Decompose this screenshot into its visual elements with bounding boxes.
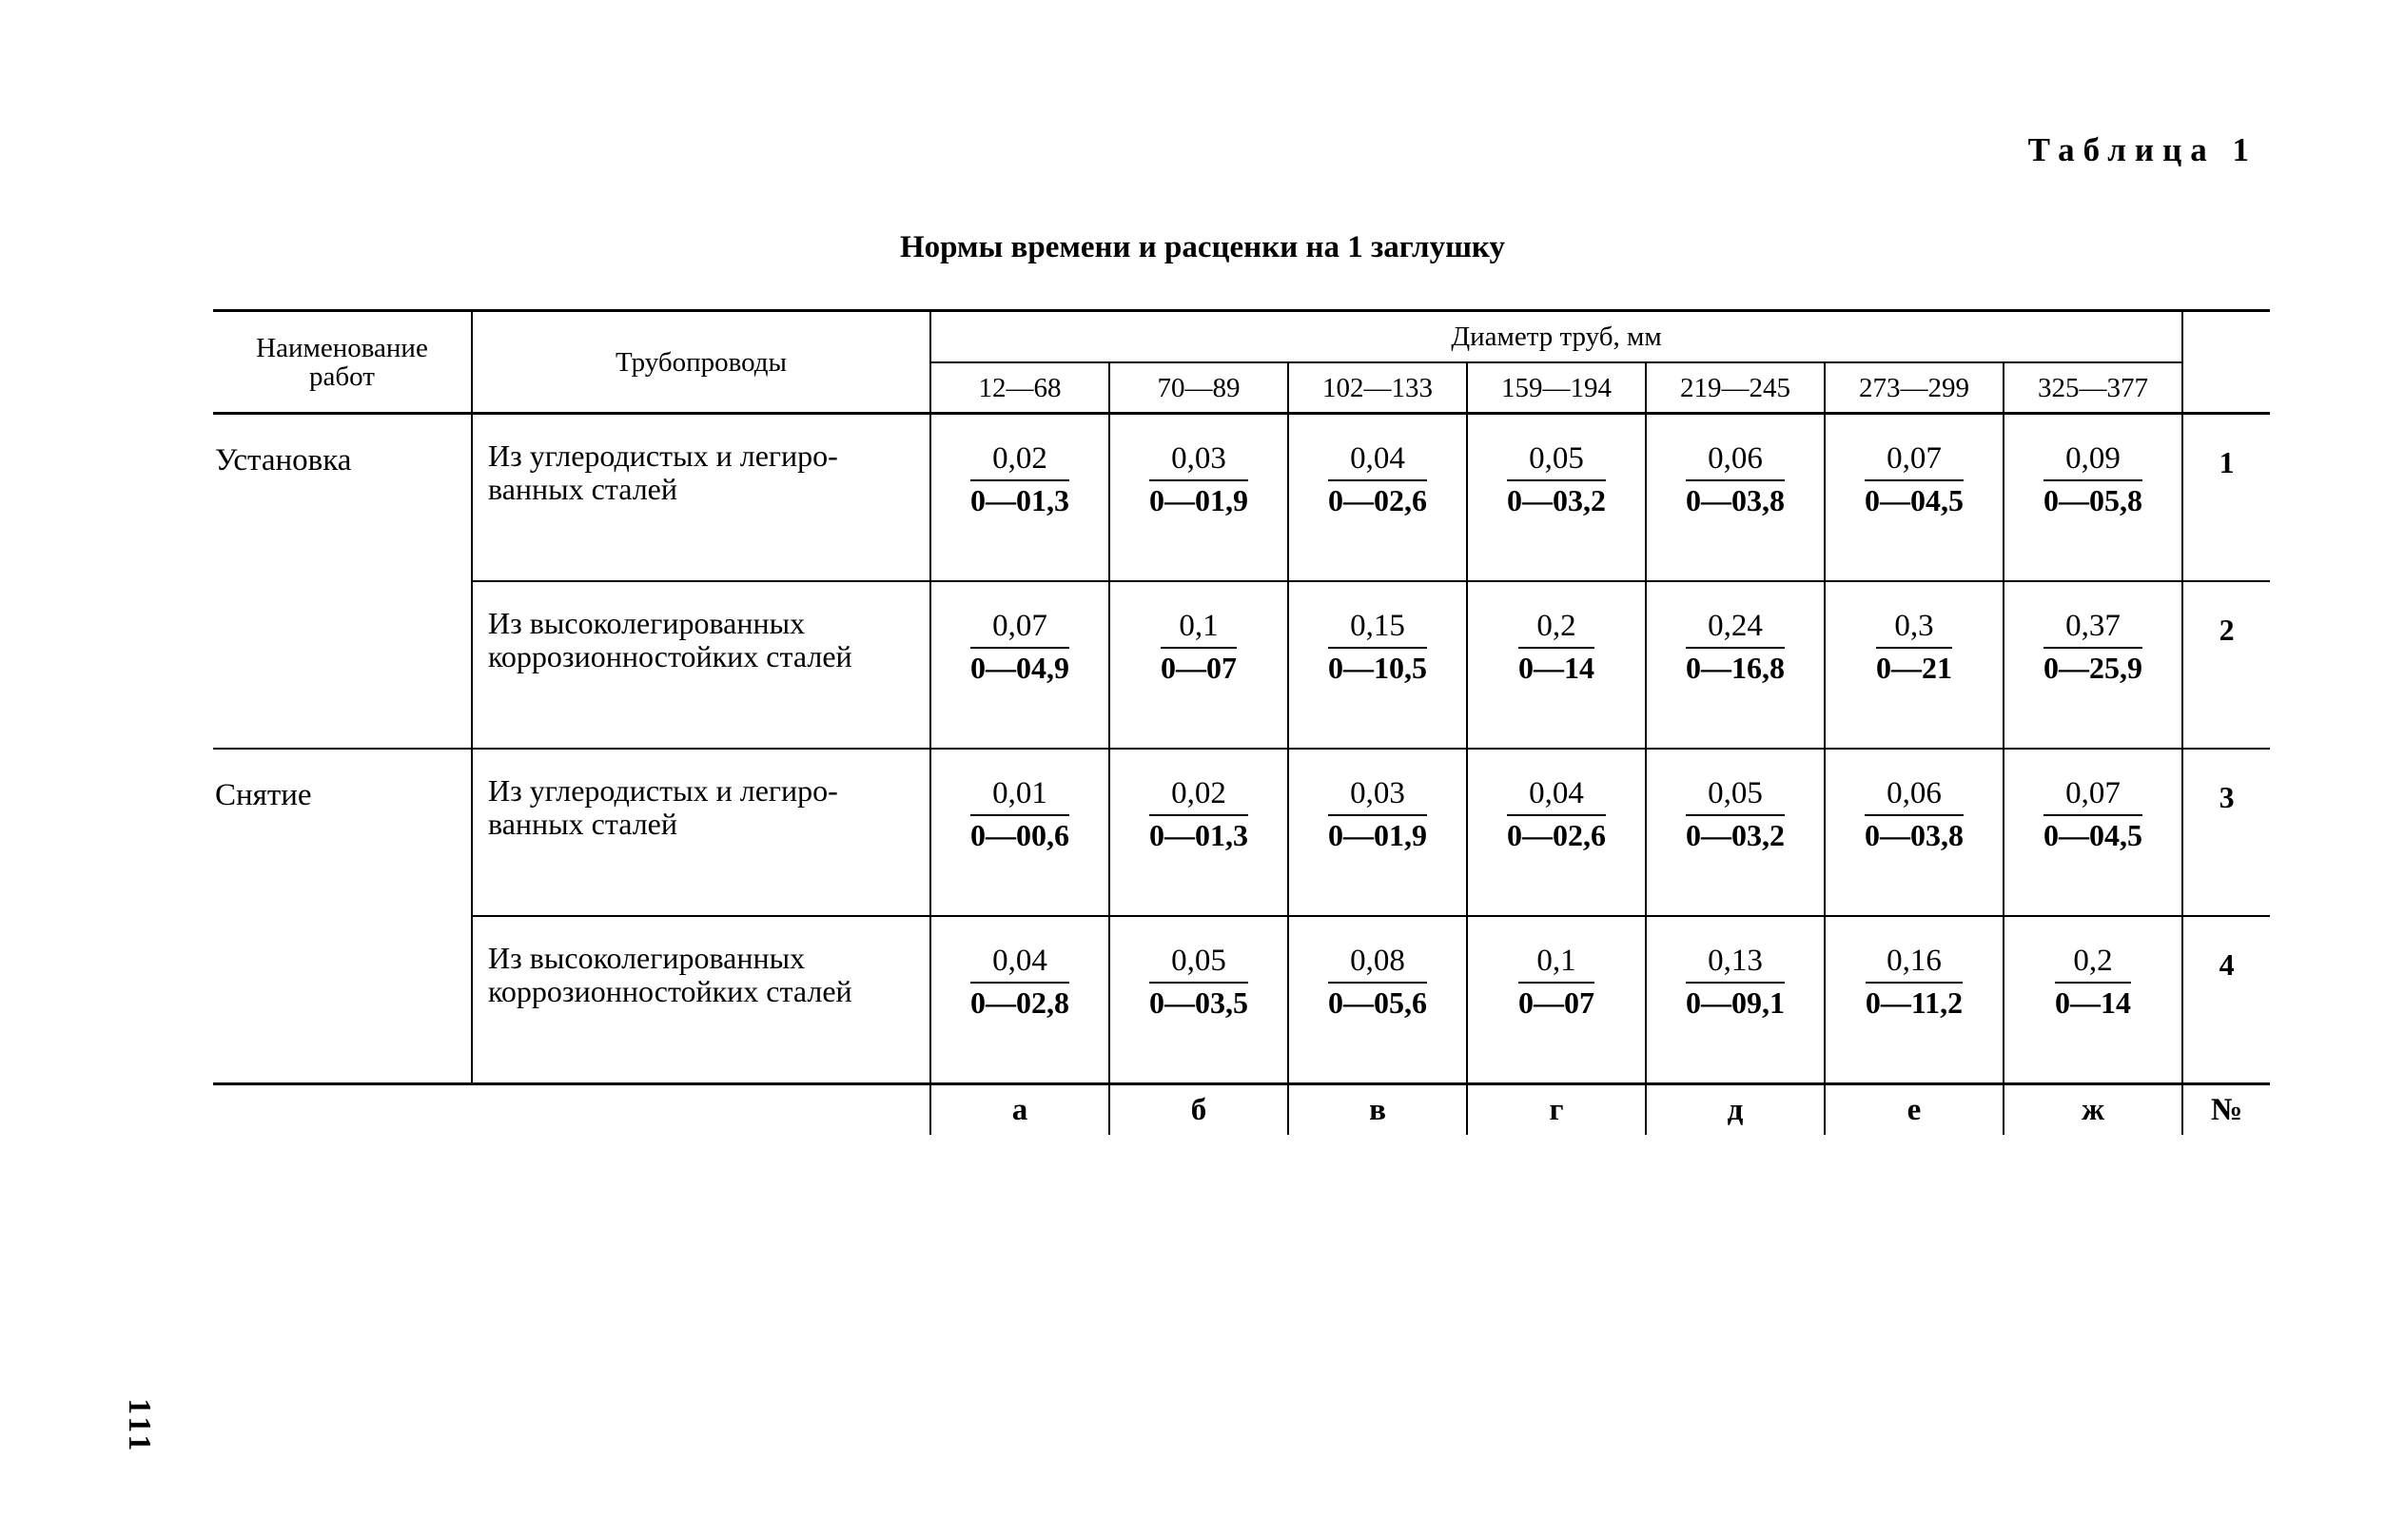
rate: 0—09,1 — [1686, 985, 1785, 1020]
norm-fraction — [1507, 441, 1606, 519]
column-letter: б — [1109, 1084, 1288, 1136]
time-norm: 0,07 — [970, 609, 1069, 649]
pipeline-type — [472, 414, 930, 582]
rate: 0—02,6 — [1507, 818, 1606, 852]
value-cell — [1467, 916, 1646, 1084]
value-cell — [1288, 581, 1467, 749]
norm-fraction — [1686, 776, 1785, 854]
value-cell — [1467, 749, 1646, 916]
rate: 0—01,9 — [1328, 818, 1427, 852]
pipeline-line: Из высоколегированных — [488, 941, 806, 975]
row-number: 2 — [2182, 581, 2270, 749]
rate: 0—14 — [2055, 985, 2132, 1020]
time-norm: 0,3 — [1876, 609, 1952, 649]
number-label: № — [2182, 1084, 2270, 1136]
rate: 0—03,8 — [1865, 818, 1964, 852]
rate: 0—00,6 — [970, 818, 1069, 852]
value-cell — [1646, 581, 1825, 749]
time-norm: 0,1 — [1161, 609, 1237, 649]
rate: 0—07 — [1161, 651, 1237, 685]
norm-fraction — [1865, 776, 1964, 854]
table-row — [213, 916, 2270, 1084]
value-cell — [930, 916, 1109, 1084]
pipeline-line: ванных сталей — [488, 807, 677, 841]
norm-fraction — [1865, 441, 1964, 519]
norm-fraction — [1686, 944, 1785, 1022]
value-cell — [1646, 916, 1825, 1084]
value-cell — [1109, 749, 1288, 916]
value-cell — [2004, 414, 2182, 582]
rate: 0—02,8 — [970, 985, 1069, 1020]
column-letter: е — [1825, 1084, 2004, 1136]
norm-fraction — [1161, 609, 1237, 687]
norm-fraction — [2043, 776, 2142, 854]
value-cell — [1467, 414, 1646, 582]
header-range-6: 273—299 — [1825, 362, 2004, 414]
time-norm: 0,2 — [1518, 609, 1594, 649]
pipeline-type — [472, 916, 930, 1084]
header-range-3: 102—133 — [1288, 362, 1467, 414]
value-cell — [1646, 414, 1825, 582]
page-number: 111 — [122, 1398, 157, 1455]
rate: 0—25,9 — [2043, 651, 2143, 685]
pipeline-line: Из углеродистых и легиро- — [488, 773, 838, 808]
rate: 0—01,3 — [1149, 818, 1248, 852]
rate: 0—03,2 — [1507, 483, 1606, 517]
time-norm: 0,37 — [2043, 609, 2142, 649]
norm-fraction — [2043, 609, 2142, 687]
time-norm: 0,04 — [970, 944, 1069, 984]
time-norm: 0,06 — [1865, 776, 1964, 816]
rate: 0—05,6 — [1328, 985, 1427, 1020]
norm-fraction — [2043, 441, 2142, 519]
value-cell — [1825, 916, 2004, 1084]
rate: 0—03,8 — [1686, 483, 1785, 517]
rate: 0—04,5 — [2043, 818, 2143, 852]
norm-fraction — [970, 776, 1069, 854]
value-cell — [1109, 916, 1288, 1084]
norm-fraction — [1149, 944, 1248, 1022]
value-cell — [2004, 749, 2182, 916]
pipeline-line: ванных сталей — [488, 472, 677, 506]
rate: 0—01,3 — [970, 483, 1069, 517]
norm-fraction — [1518, 609, 1594, 687]
rate: 0—03,5 — [1149, 985, 1248, 1020]
time-norm: 0,1 — [1518, 944, 1594, 984]
value-cell — [930, 414, 1109, 582]
header-pipelines: Трубопроводы — [472, 311, 930, 414]
norm-fraction — [1328, 944, 1427, 1022]
time-norm: 0,2 — [2055, 944, 2131, 984]
time-norm: 0,13 — [1686, 944, 1785, 984]
document-title: Нормы времени и расценки на 1 заглушку — [900, 230, 1505, 264]
value-cell — [930, 749, 1109, 916]
column-letter: д — [1646, 1084, 1825, 1136]
time-norm: 0,05 — [1686, 776, 1785, 816]
norm-fraction — [1149, 441, 1248, 519]
rate: 0—04,9 — [970, 651, 1069, 685]
pipeline-line: Из высоколегированных — [488, 606, 806, 640]
norm-fraction — [1866, 944, 1963, 1022]
value-cell — [1109, 414, 1288, 582]
norm-fraction — [1328, 609, 1427, 687]
time-norm: 0,09 — [2043, 441, 2142, 481]
row-number: 1 — [2182, 414, 2270, 582]
work-name: Установка — [213, 414, 472, 750]
rate: 0—04,5 — [1865, 483, 1964, 517]
value-cell — [1825, 414, 2004, 582]
rate: 0—02,6 — [1328, 483, 1427, 517]
value-cell — [1825, 749, 2004, 916]
column-letter: а — [930, 1084, 1109, 1136]
value-cell — [1467, 581, 1646, 749]
norm-fraction — [1507, 776, 1606, 854]
time-norm: 0,15 — [1328, 609, 1427, 649]
norm-fraction — [970, 441, 1069, 519]
work-name: Снятие — [213, 749, 472, 1084]
rate: 0—10,5 — [1328, 651, 1427, 685]
norm-fraction — [970, 609, 1069, 687]
table-label: Таблица 1 — [2027, 131, 2258, 168]
rate: 0—03,2 — [1686, 818, 1785, 852]
pipeline-line: коррозионностойких сталей — [488, 974, 852, 1008]
time-norm: 0,03 — [1149, 441, 1248, 481]
norms-table — [213, 309, 2270, 1135]
column-letter: ж — [2004, 1084, 2182, 1136]
norm-fraction — [1149, 776, 1248, 854]
norm-fraction — [2055, 944, 2131, 1022]
rate: 0—16,8 — [1686, 651, 1785, 685]
value-cell — [2004, 916, 2182, 1084]
norm-fraction — [1876, 609, 1952, 687]
rate: 0—11,2 — [1865, 985, 1964, 1020]
norm-fraction — [1518, 944, 1594, 1022]
column-letter: г — [1467, 1084, 1646, 1136]
header-number-col — [2182, 311, 2270, 414]
time-norm: 0,06 — [1686, 441, 1785, 481]
pipeline-line: коррозионностойких сталей — [488, 639, 852, 673]
value-cell — [930, 581, 1109, 749]
header-diameter: Диаметр труб, мм — [930, 311, 2182, 363]
value-cell — [1109, 581, 1288, 749]
time-norm: 0,08 — [1328, 944, 1427, 984]
time-norm: 0,01 — [970, 776, 1069, 816]
norm-fraction — [970, 944, 1069, 1022]
pipeline-type — [472, 581, 930, 749]
rate: 0—05,8 — [2043, 483, 2143, 517]
rate: 0—01,9 — [1149, 483, 1248, 517]
norm-fraction — [1686, 609, 1785, 687]
rate: 0—21 — [1876, 651, 1952, 685]
header-work: Наименование работ — [213, 311, 472, 414]
time-norm: 0,04 — [1507, 776, 1606, 816]
row-number: 4 — [2182, 916, 2270, 1084]
time-norm: 0,03 — [1328, 776, 1427, 816]
time-norm: 0,02 — [1149, 776, 1248, 816]
time-norm: 0,05 — [1507, 441, 1606, 481]
time-norm: 0,24 — [1686, 609, 1785, 649]
time-norm: 0,16 — [1866, 944, 1963, 984]
norm-fraction — [1328, 776, 1427, 854]
norm-fraction — [1686, 441, 1785, 519]
time-norm: 0,02 — [970, 441, 1069, 481]
pipeline-type — [472, 749, 930, 916]
table-row — [213, 414, 2270, 582]
value-cell — [1646, 749, 1825, 916]
value-cell — [1288, 414, 1467, 582]
row-number: 3 — [2182, 749, 2270, 916]
header-range-7: 325—377 — [2004, 362, 2182, 414]
time-norm: 0,07 — [2043, 776, 2142, 816]
rate: 0—07 — [1518, 985, 1594, 1020]
value-cell — [1288, 749, 1467, 916]
footer-blank — [213, 1084, 930, 1136]
header-range-2: 70—89 — [1109, 362, 1288, 414]
table-row — [213, 581, 2270, 749]
time-norm: 0,04 — [1328, 441, 1427, 481]
pipeline-line: Из углеродистых и легиро- — [488, 439, 838, 473]
value-cell — [1825, 581, 2004, 749]
rate: 0—14 — [1518, 651, 1594, 685]
table-row — [213, 749, 2270, 916]
time-norm: 0,05 — [1149, 944, 1248, 984]
time-norm: 0,07 — [1865, 441, 1964, 481]
column-letter: в — [1288, 1084, 1467, 1136]
header-range-4: 159—194 — [1467, 362, 1646, 414]
norm-fraction — [1328, 441, 1427, 519]
header-range-1: 12—68 — [930, 362, 1109, 414]
value-cell — [1288, 916, 1467, 1084]
value-cell — [2004, 581, 2182, 749]
header-range-5: 219—245 — [1646, 362, 1825, 414]
